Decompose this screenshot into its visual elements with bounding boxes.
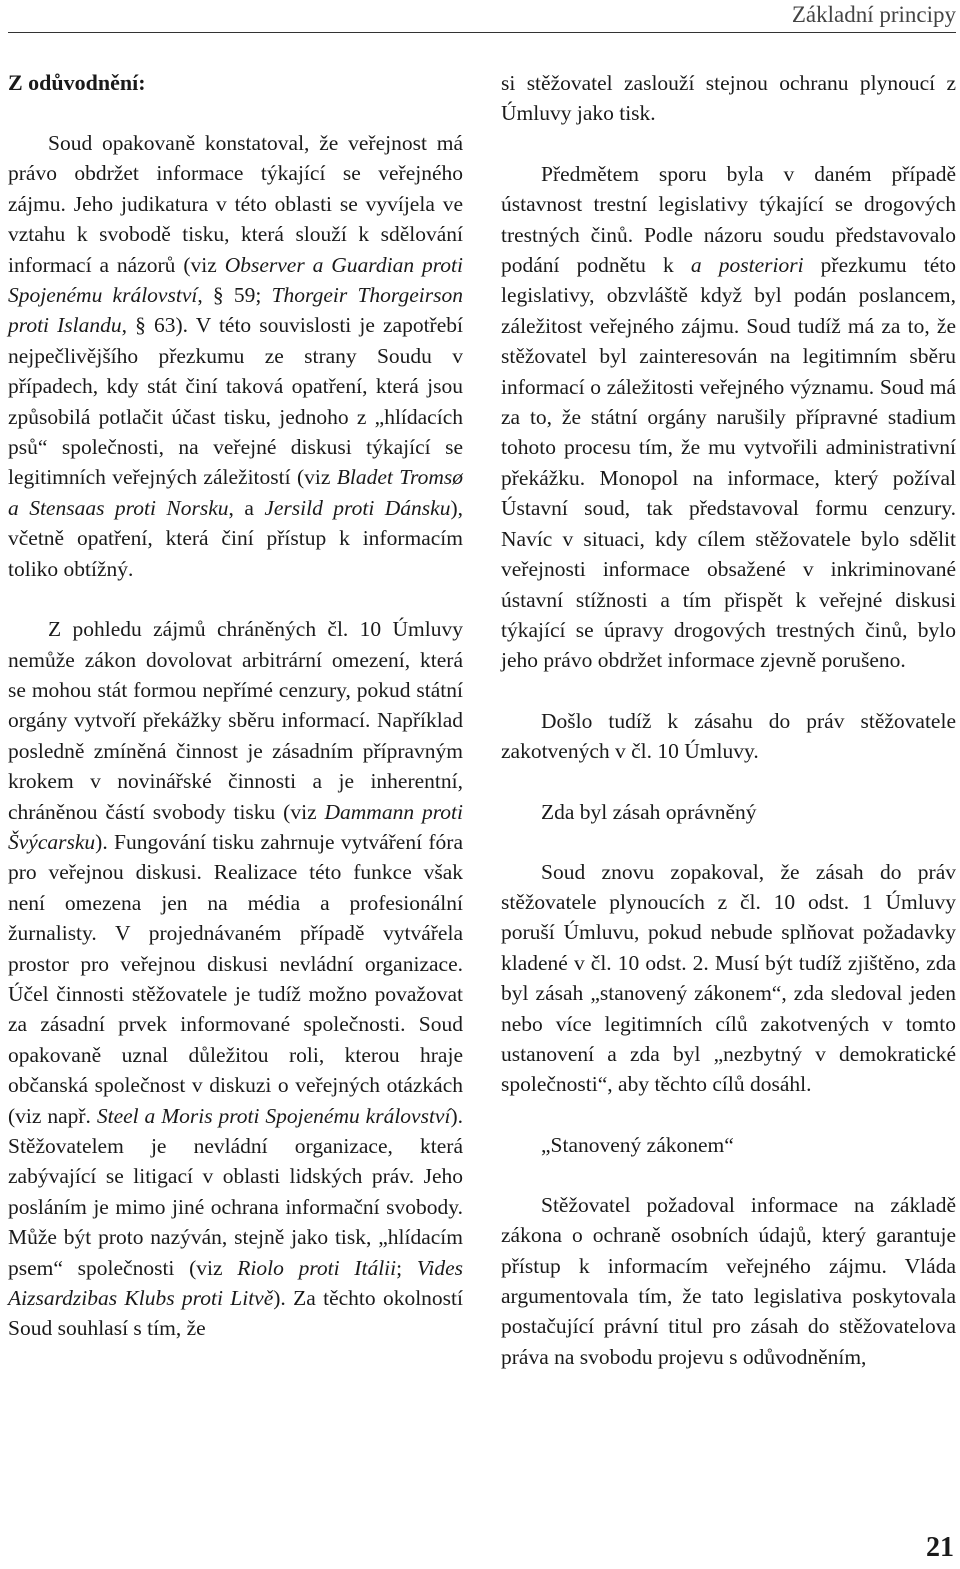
section-heading: Z odůvodnění: bbox=[8, 70, 146, 95]
right-column bbox=[501, 68, 956, 1372]
paragraph bbox=[501, 857, 956, 1100]
citation-text: Riolo proti Itálii bbox=[237, 1255, 397, 1280]
subheading-justified: Zda byl zásah oprávněný bbox=[541, 799, 757, 824]
citation-text: Jersild proti Dánsku bbox=[264, 495, 451, 520]
text-run: si stěžovatel zaslouží stejnou ochranu plynoucí z Úmluvy jako tisk. bbox=[501, 71, 956, 126]
text-run: Stěžovatel požadoval informace na základě zákona o ochraně osobních údajů, který garantuje přístup k informacím veřejného zájmu. Vláda argumentovala tím, že tato legislativa poskytovala postačující právní titul pro zásah do stěžovatelova práva na svobodu projevu s odůvodněním, bbox=[501, 1192, 956, 1369]
citation-text: Vides Aizsardzibas Klubs proti Litvě bbox=[8, 1255, 463, 1311]
running-header-title: Základní principy bbox=[791, 2, 956, 27]
page-number: 21 bbox=[926, 1532, 954, 1563]
citation-text: Observer a Guardian proti Spojenému království bbox=[8, 252, 464, 308]
paragraph bbox=[8, 128, 463, 584]
text-run: Předmětem sporu byla v daném případě ústavnost trestní legislativy týkající se drogových trestných činů. Podle názoru soudu představovalo podání podnětu k bbox=[501, 161, 956, 278]
paragraph-continued bbox=[501, 68, 956, 129]
spacer bbox=[501, 1100, 956, 1130]
citation-text: a posteriori bbox=[690, 253, 804, 278]
text-run: Soud opakovaně konstatoval, že veřejnost má právo obdržet informace týkající se veřejného zájmu. Jeho judikatura v této oblasti se vyvíjela ve vztahu k svobodě tisku, která slouží k sdělování informací a názorů (viz bbox=[8, 131, 463, 277]
spacer bbox=[8, 584, 463, 614]
text-run: Soud znovu zopakoval, že zásah do práv stěžovatele plynoucích z čl. 10 odst. 1 Úmluvy poruší Úmluvu, pokud nebude splňovat požadavky kladené v čl. 10 odst. 2. Musí být tudíž zjištěno, zda byl zásah „stanovený zákonem“, zda sledoval jeden nebo více legitimních cílů zakotvených v tomto ustanovení a zda byl „nezbytný v demokratické společnosti“, aby těchto cílů dosáhl. bbox=[501, 859, 956, 1097]
text-run: , a bbox=[228, 495, 265, 520]
citation-text: Dammann proti Švýcarsku bbox=[8, 799, 463, 854]
citation-text: Bladet Tromsø a Stensaas proti Norsku bbox=[8, 465, 463, 520]
spacer bbox=[501, 129, 956, 159]
text-run: , § 59; bbox=[197, 283, 272, 308]
spacer bbox=[8, 98, 463, 128]
text-run: ). Fungování tisku zahrnuje vytváření fóra pro veřejnou diskusi. Realizace této funkce však není omezena jen na média a profesionální žurnalisty. V projednávaném případě vytvářela prostor pro veřejnou diskusi nevládní organizace. Účel činnosti stěžovatele je tudíž možno považovat za zásadní prvek informované společnosti. Soud opakovaně uznal důležitou roli, kterou hraje občanská společnost v diskuzi o veřejných otázkách (viz např. bbox=[8, 829, 463, 1128]
left-column bbox=[8, 68, 463, 1344]
text-run: ). Stěžovatelem je nevládní organizace, která zabývající se litigací v oblasti lidských práv. Jeho posláním je mimo jiné ochrana informační svobody. Může být proto nazýván, stejně jako tisk, „hlídacím psem“ společnosti (viz bbox=[8, 1103, 463, 1280]
paragraph bbox=[8, 614, 463, 1344]
text-run: ; bbox=[396, 1255, 417, 1280]
spacer bbox=[501, 827, 956, 857]
paragraph bbox=[501, 159, 956, 676]
spacer bbox=[501, 1160, 956, 1190]
paragraph bbox=[501, 706, 956, 767]
text-run: , § 63). V této souvislosti je zapotřebí nejpečlivějšího přezkumu ze strany Soudu v případech, kdy stát činí taková opatření, která jsou způsobilá potlačit účast tisku, jednoho z „hlídacích psů“ společnosti, na veřejné diskusi týkající se legitimních veřejných záležitostí (viz bbox=[8, 313, 463, 490]
text-run: Došlo tudíž k zásahu do práv stěžovatele zakotvených v čl. 10 Úmluvy. bbox=[501, 708, 956, 764]
text-run: přezkumu této legislativy, obzvláště když byl podán poslancem, záležitost veřejného zájmu. Soud tudíž má za to, že stěžovatel byl zainteresován na legitimním sběru informací o záležitosti veřejného významu. Soud má za to, že státní orgány narušily přípravné stadium tohoto procesu tím, že mu vytvořili administrativní překážku. Monopol na informace, který požíval Ústavní soud, tak představoval formu cenzury. Navíc v situaci, kdy cílem stěžovatele bylo sdělit veřejnosti informace obsažené v inkriminované ústavní stížnosti a tím přispět k veřejné diskusi týkající se úpravy drogových trestných činů, bylo jeho právo obdržet informace zjevně porušeno. bbox=[501, 253, 956, 673]
spacer bbox=[501, 767, 956, 797]
subheading-prescribed-by-law: „Stanovený zákonem“ bbox=[541, 1132, 734, 1157]
paragraph bbox=[501, 1190, 956, 1372]
running-header bbox=[8, 0, 956, 33]
text-run: ). Za těchto okolností Soud souhlasí s tím, že bbox=[8, 1286, 463, 1341]
citation-text: Thorgeir Thorgeirson proti Islandu bbox=[8, 283, 463, 338]
text-run: ), včetně opatření, která činí přístup k informacím toliko obtížný. bbox=[8, 495, 463, 581]
citation-text: Steel a Moris proti Spojenému království bbox=[96, 1103, 451, 1128]
spacer bbox=[501, 676, 956, 706]
text-run: Z pohledu zájmů chráněných čl. 10 Úmluvy nemůže zákon dovolovat arbitrární omezení, která se mohou stát formou nepřímé cenzury, pokud státní orgány vytvoří překážky sběru informací. Například posledně zmíněná činnost je zásadním přípravným krokem v novinářské činnosti a je inherentní, chráněnou částí svobody tisku (viz bbox=[8, 617, 463, 824]
